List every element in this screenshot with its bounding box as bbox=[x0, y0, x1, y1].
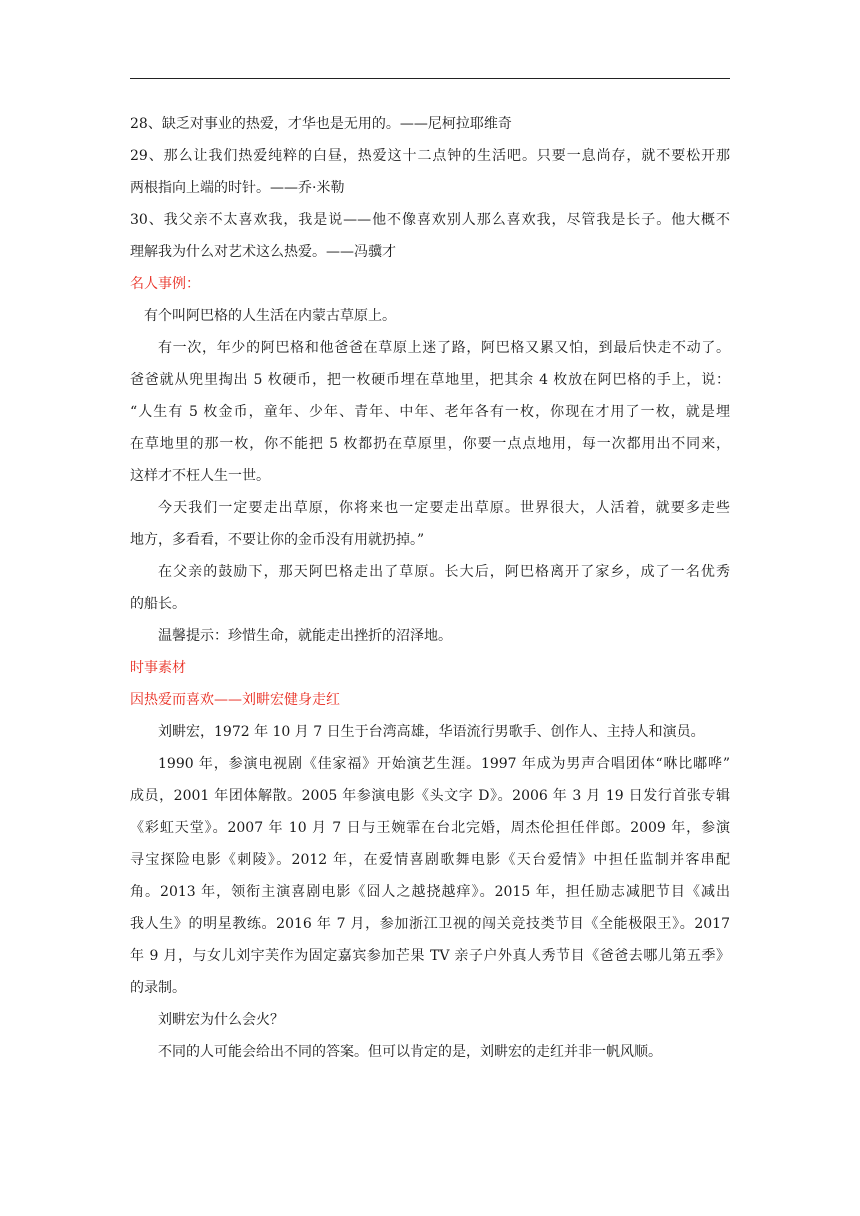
news-p2-line-2: 成员，2001 年团体解散。2005 年参演电影《头文字 D》。2006 年 3 月 19 日发行首张专辑 bbox=[130, 788, 730, 804]
quote-30-line-2: 理解我为什么对艺术这么热爱。——冯骥才 bbox=[130, 244, 396, 260]
news-p4: 不同的人可能会给出不同的答案。但可以肯定的是，刘畊宏的走红并非一帆风顺。 bbox=[158, 1044, 662, 1060]
story-p1-line-2: 爸爸就从兜里掏出 5 枚硬币，把一枚硬币埋在草地里，把其余 4 枚放在阿巴格的手上，说： bbox=[130, 372, 730, 388]
news-p3: 刘畊宏为什么会火？ bbox=[158, 1012, 284, 1028]
news-subheading: 因热爱而喜欢——刘畊宏健身走红 bbox=[130, 692, 340, 708]
news-p2-line-8: 的录制。 bbox=[130, 980, 186, 996]
news-p2-line-5: 角。2013 年，领衔主演喜剧电影《囧人之越挠越痒》。2015 年，担任励志减肥节目《减出 bbox=[130, 884, 730, 900]
story-p3-line-2: 的船长。 bbox=[130, 596, 186, 612]
header-rule bbox=[130, 78, 730, 79]
celebrity-heading: 名人事例： bbox=[130, 276, 200, 292]
document-body bbox=[130, 108, 730, 1068]
news-heading: 时事素材 bbox=[130, 660, 186, 676]
quote-28: 28、缺乏对事业的热爱，才华也是无用的。——尼柯拉耶维奇 bbox=[130, 116, 512, 132]
quote-29-line-2: 两根指向上端的时针。——乔·米勒 bbox=[130, 180, 345, 196]
story-p3-line-1: 在父亲的鼓励下，那天阿巴格走出了草原。长大后，阿巴格离开了家乡，成了一名优秀 bbox=[158, 564, 730, 580]
story-p1-line-5: 这样才不枉人生一世。 bbox=[130, 468, 270, 484]
news-p2-line-7: 年 9 月，与女儿刘宇芙作为固定嘉宾参加芒果 TV 亲子户外真人秀节目《爸爸去哪儿第五季》 bbox=[130, 948, 730, 964]
story-p1-line-4: 在草地里的那一枚，你不能把 5 枚都扔在草原里，你要一点点地用，每一次都用出不同来， bbox=[130, 436, 730, 452]
news-p2-line-1: 1990 年，参演电视剧《佳家福》开始演艺生涯。1997 年成为男声合唱团体“咻比嘟哗” bbox=[158, 756, 730, 772]
news-p2-line-3: 《彩虹天堂》。2007 年 10 月 7 日与王婉霏在台北完婚，周杰伦担任伴郎。2009 年，参演 bbox=[130, 820, 730, 836]
story-tip: 温馨提示：珍惜生命，就能走出挫折的沼泽地。 bbox=[158, 628, 452, 644]
story-p1-line-3: “人生有 5 枚金币，童年、少年、青年、中年、老年各有一枚，你现在才用了一枚，就是埋 bbox=[130, 404, 730, 420]
story-p2-line-1: 今天我们一定要走出草原，你将来也一定要走出草原。世界很大，人活着，就要多走些 bbox=[158, 500, 730, 516]
story-p2-line-2: 地方，多看看，不要让你的金币没有用就扔掉。” bbox=[130, 532, 425, 548]
news-p2-line-4: 寻宝探险电影《刺陵》。2012 年，在爱情喜剧歌舞电影《天台爱情》中担任监制并客串配 bbox=[130, 852, 730, 868]
news-p2-line-6: 我人生》的明星教练。2016 年 7 月，参加浙江卫视的闯关竞技类节目《全能极限王》。2017 bbox=[130, 916, 730, 932]
quote-30-line-1: 30、我父亲不太喜欢我，我是说——他不像喜欢别人那么喜欢我，尽管我是长子。他大概不 bbox=[130, 212, 730, 228]
quote-29-line-1: 29、那么让我们热爱纯粹的白昼，热爱这十二点钟的生活吧。只要一息尚存，就不要松开那 bbox=[130, 148, 730, 164]
celebrity-intro: 有个叫阿巴格的人生活在内蒙古草原上。 bbox=[144, 308, 396, 324]
story-p1-line-1: 有一次，年少的阿巴格和他爸爸在草原上迷了路，阿巴格又累又怕，到最后快走不动了。 bbox=[158, 340, 730, 356]
news-p1: 刘畊宏，1972 年 10 月 7 日生于台湾高雄，华语流行男歌手、创作人、主持人和演员。 bbox=[158, 724, 705, 740]
